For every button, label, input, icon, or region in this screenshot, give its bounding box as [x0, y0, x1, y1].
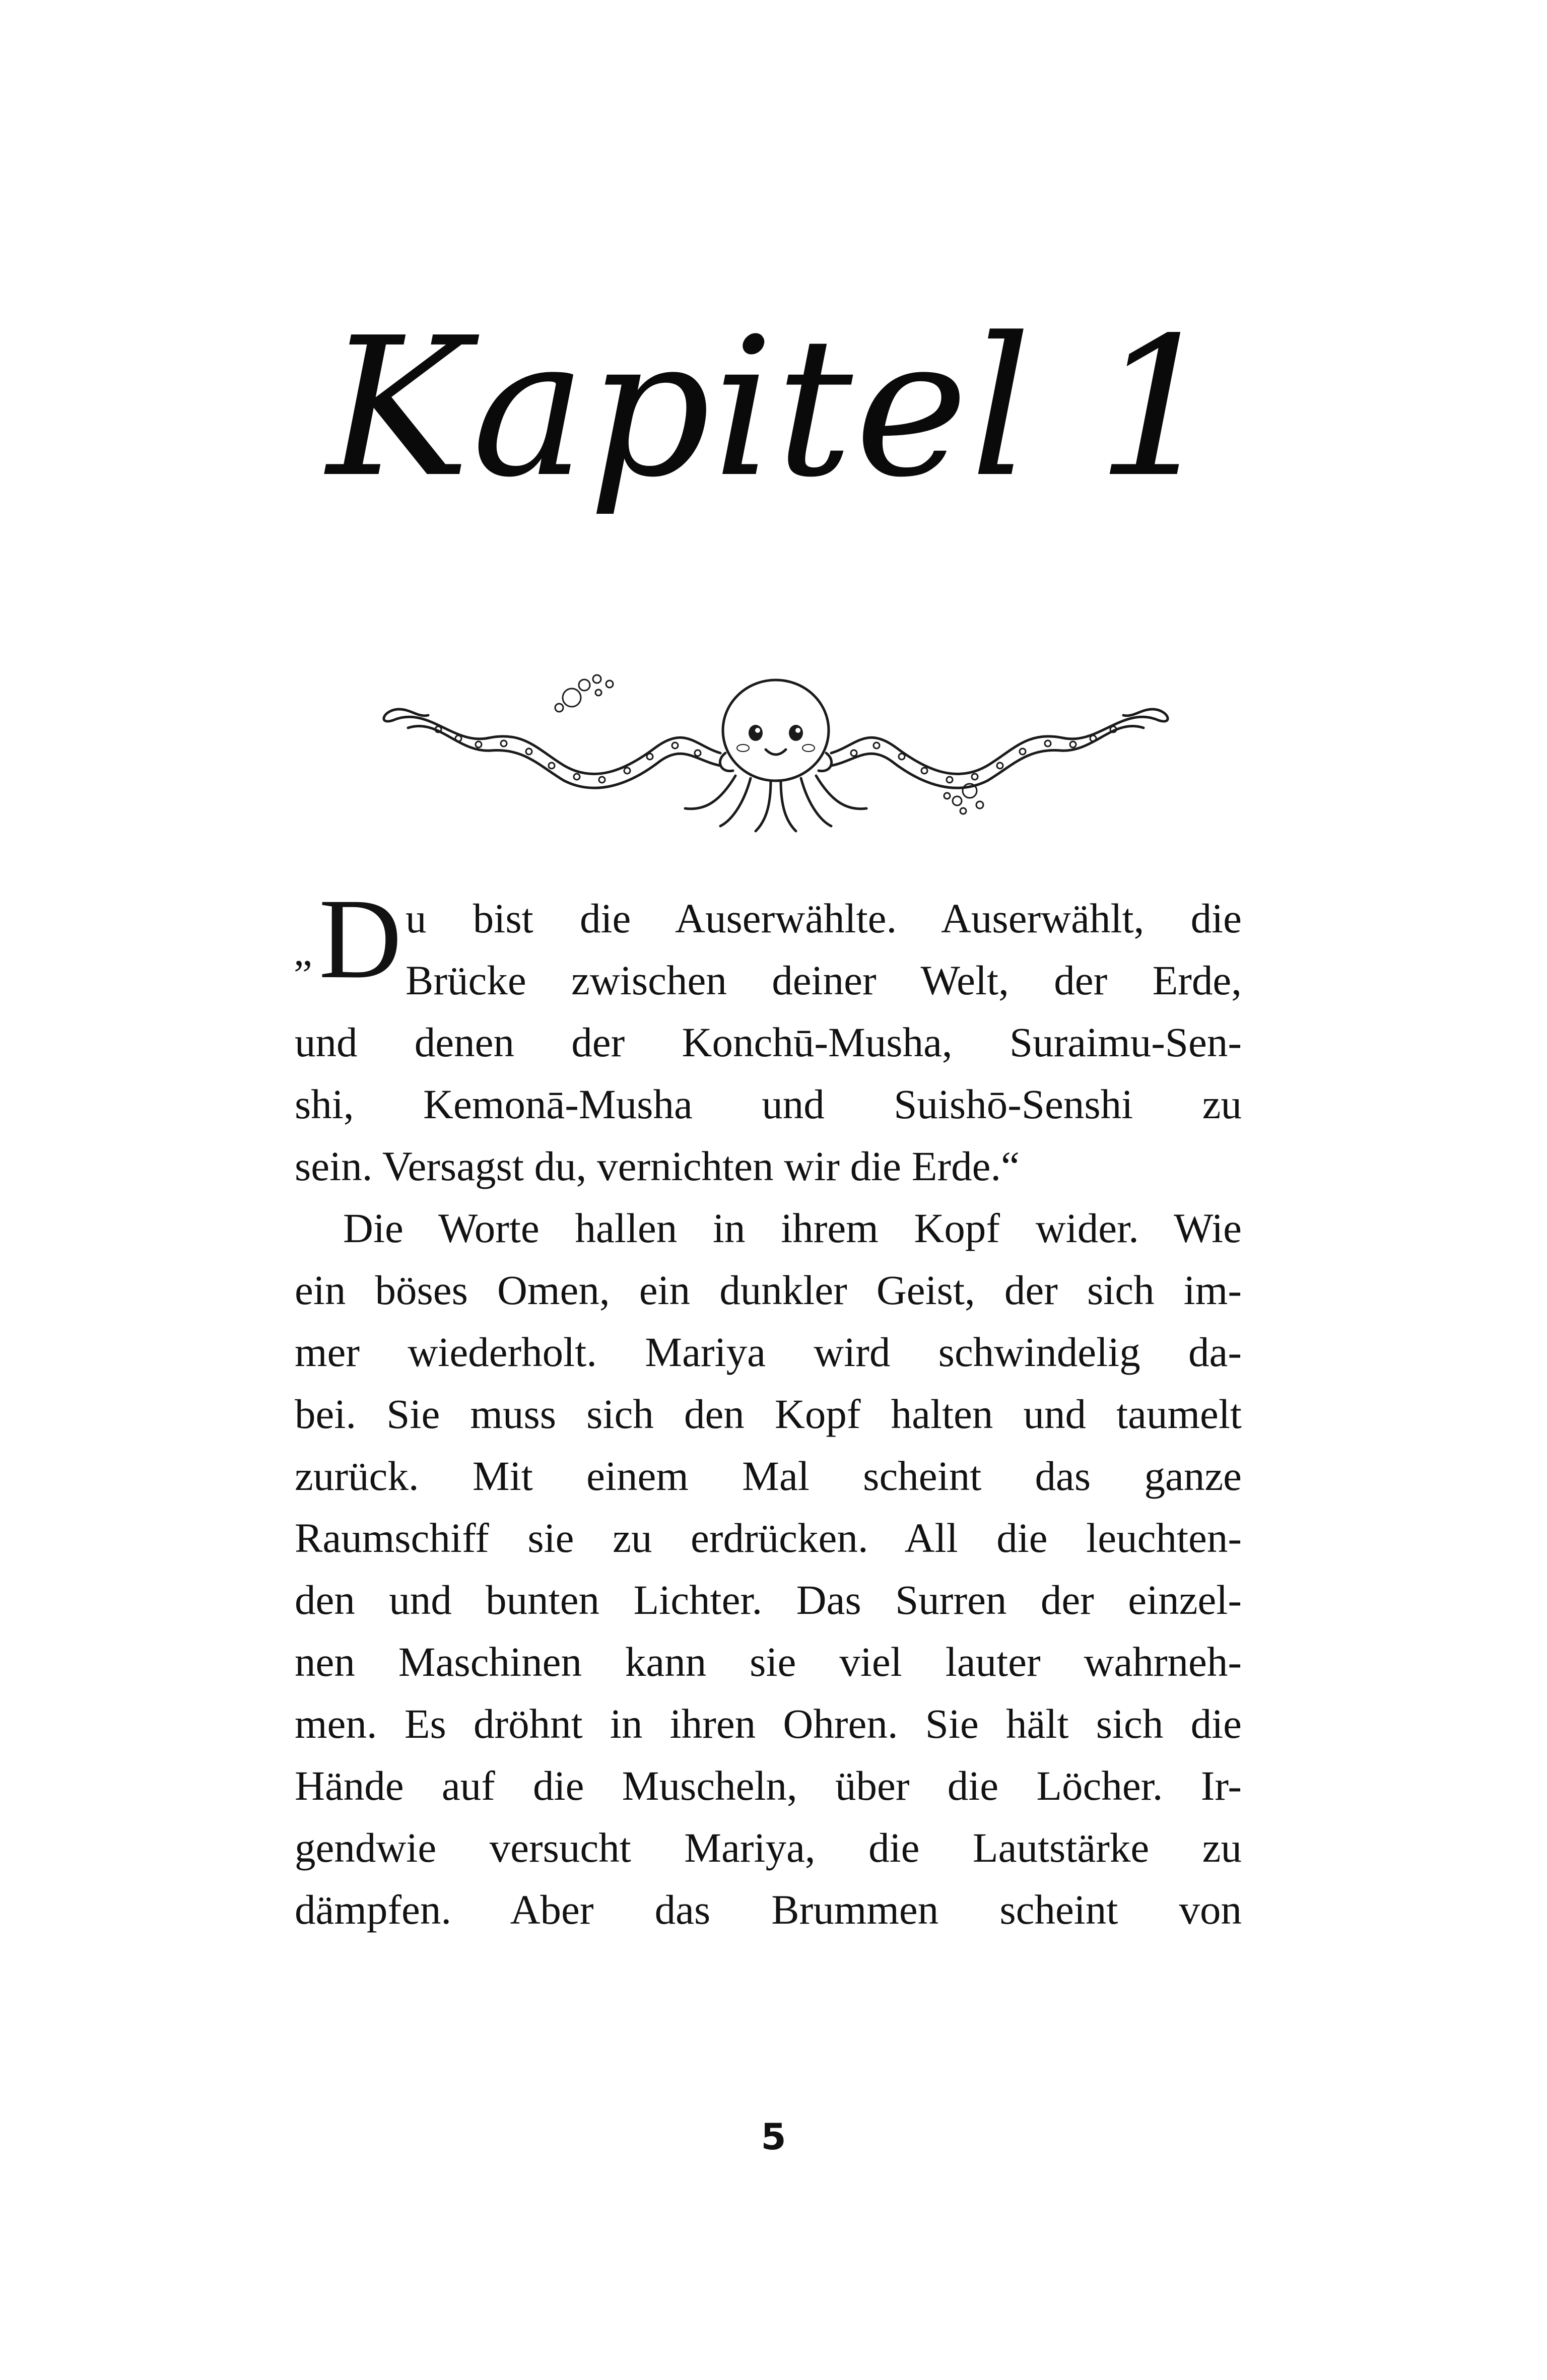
page-number: 5 [761, 2116, 786, 2158]
text-line: dämpfen. Aber das Brummen scheint von [295, 1886, 1242, 1933]
text-line: Die Worte hallen in ihrem Kopf wider. Wie [343, 1205, 1242, 1251]
text-line: gendwie versucht Mariya, die Lautstärke zu [295, 1824, 1242, 1871]
chapter-title: Kapitel 1 [327, 296, 1220, 519]
text-line: men. Es dröhnt in ihren Ohren. Sie hält sich die [295, 1701, 1242, 1747]
text-line: Brücke zwischen deiner Welt, der Erde, [406, 957, 1242, 1003]
text-line: den und bunten Lichter. Das Surren der einzel- [295, 1577, 1242, 1623]
opening-paragraph [294, 875, 1242, 1197]
text-line: shi, Kemonā-Musha und Suishō-Senshi zu [295, 1081, 1242, 1127]
text-line: Hände auf die Muscheln, über die Löcher. Ir- [295, 1762, 1242, 1809]
text-line: ein böses Omen, ein dunkler Geist, der sich im- [295, 1267, 1242, 1313]
octopus-ornament-icon [373, 645, 1179, 846]
text-line: Raumschiff sie zu erdrücken. All die leuchten- [295, 1515, 1242, 1561]
text-line: bei. Sie muss sich den Kopf halten und taumelt [295, 1391, 1242, 1437]
second-paragraph [295, 1197, 1242, 1941]
text-line: und denen der Konchū-Musha, Suraimu-Sen- [295, 1019, 1242, 1065]
text-line: nen Maschinen kann sie viel lauter wahrneh- [295, 1639, 1242, 1685]
opening-quote-mark: „ [294, 928, 312, 974]
drop-cap: D [319, 875, 402, 1002]
text-line: sein. Versagst du, vernichten wir die Erde.“ [295, 1143, 1020, 1189]
text-line: mer wiederholt. Mariya wird schwindelig da- [295, 1329, 1242, 1375]
text-line: u bist die Auserwählte. Auserwählt, die [406, 895, 1242, 941]
text-line: zurück. Mit einem Mal scheint das ganze [295, 1453, 1242, 1499]
chapter-body [294, 875, 1242, 1941]
